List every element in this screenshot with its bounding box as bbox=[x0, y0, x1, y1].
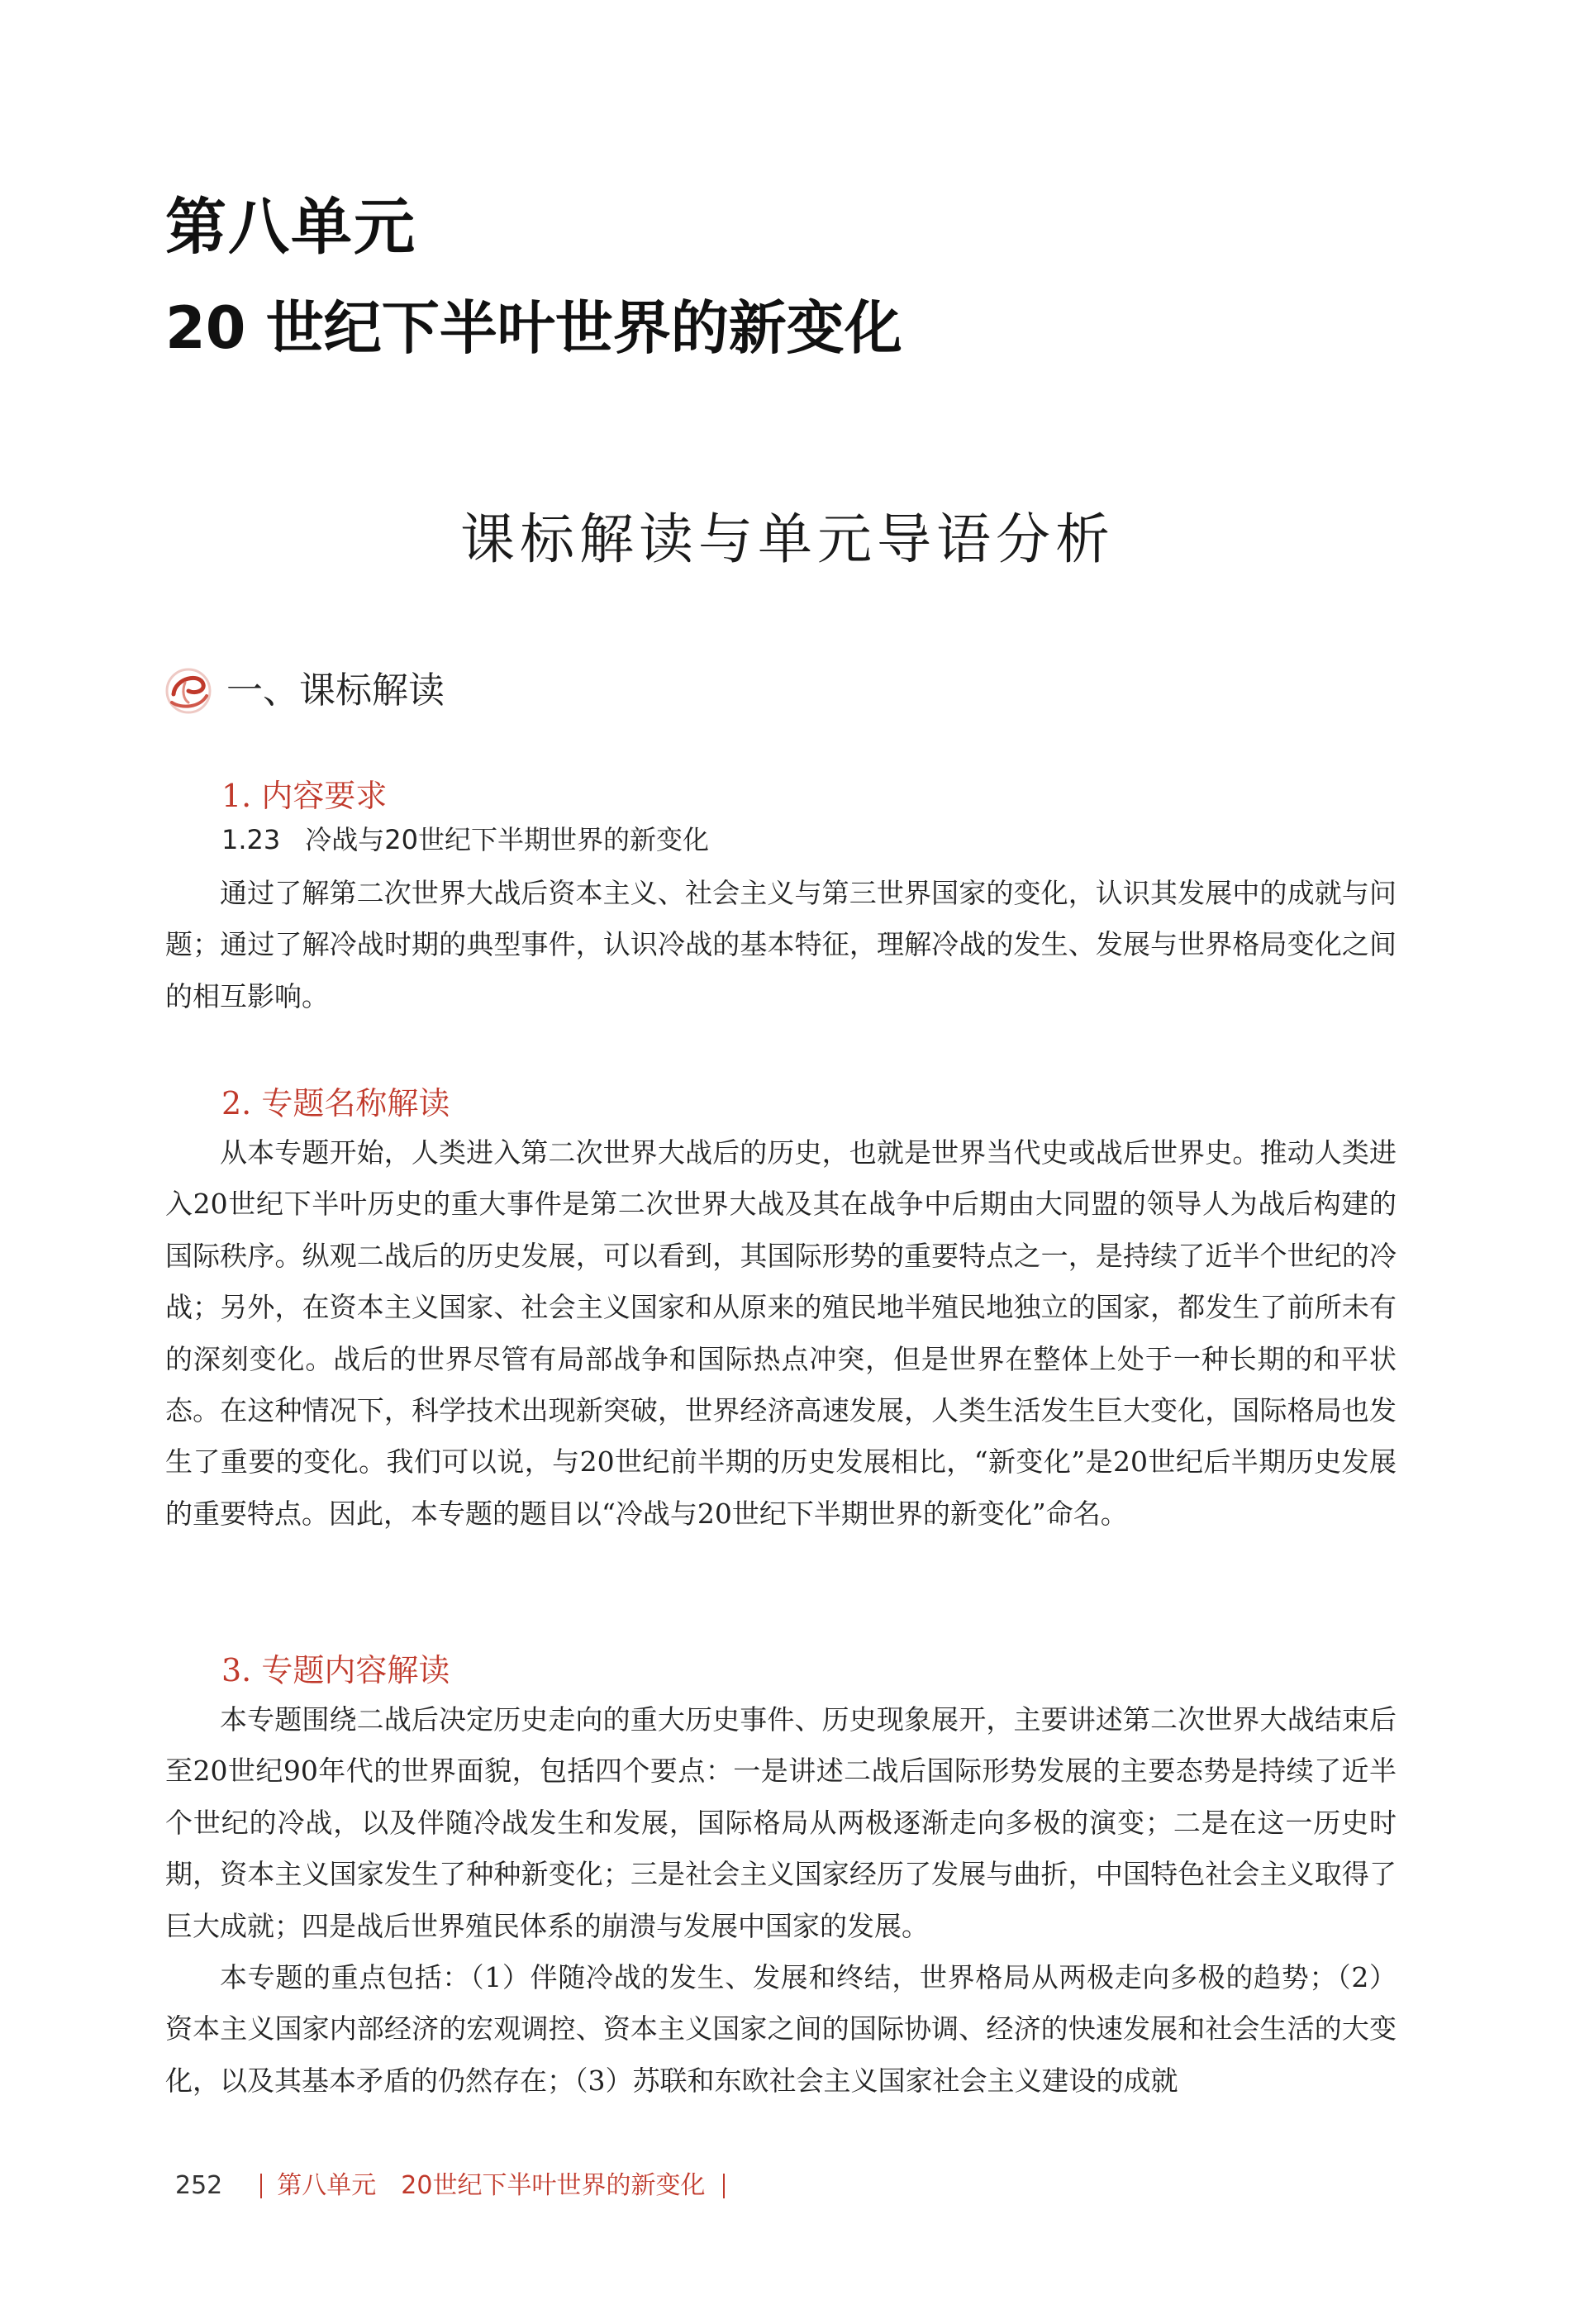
topic-content-paragraph-2: 本专题的重点包括：（1）伴随冷战的发生、发展和终结，世界格局从两极走向多极的趋势；（2）资本主义国家内部经济的宏观调控、资本主义国家之间的国际协调、经济的快速发展和社会生活的大变化，以及其基本矛盾的仍然存在；（3）苏联和东欧社会主义国家社会主义建设的成就 bbox=[165, 1961, 1397, 2097]
topic-name-heading: 2. 专题名称解读 bbox=[221, 1085, 450, 1122]
standard-item-topic: 冷战与20世纪下半期世界的新变化 bbox=[305, 824, 709, 855]
topic-content-heading: 3. 专题内容解读 bbox=[221, 1652, 450, 1688]
footer-divider bbox=[260, 2174, 262, 2198]
standard-item bbox=[221, 826, 709, 853]
content-requirements-heading: 1. 内容要求 bbox=[221, 778, 388, 814]
topic-content-paragraph-1: 本专题围绕二战后决定历史走向的重大历史事件、历史现象展开，主要讲述第二次世界大战结束后至20世纪90年代的世界面貌，包括四个要点：一是讲述二战后国际形势发展的主要态势是持续了近半个世纪的冷战，以及伴随冷战发生和发展，国际格局从两极逐渐走向多极的演变；二是在这一历史时期，资本主义国家发生了种种新变化；三是社会主义国家经历了发展与曲折，中国特色社会主义取得了巨大成就；四是战后世界殖民体系的崩溃与发展中国家的发展。 bbox=[165, 1703, 1397, 1942]
footer-unit-subtitle: 20世纪下半叶世界的新变化 bbox=[401, 2171, 706, 2200]
footer-divider-end bbox=[723, 2174, 725, 2198]
section-title: 课标解读与单元导语分析 bbox=[460, 507, 1115, 571]
content-requirements-paragraph: 通过了解第二次世界大战后资本主义、社会主义与第三世界国家的变化，认识其发展中的成就与问题；通过了解冷战时期的典型事件，认识冷战的基本特征，理解冷战的发生、发展与世界格局变化之间的相互影响。 bbox=[165, 877, 1397, 1012]
footer-unit-label bbox=[277, 2171, 706, 2200]
footer-unit-name: 第八单元 bbox=[277, 2171, 377, 2200]
standard-item-code: 1.23 bbox=[221, 824, 281, 855]
unit-subtitle: 20 世纪下半叶世界的新变化 bbox=[165, 294, 902, 362]
red-brush-swirl-icon bbox=[164, 666, 213, 716]
page-number: 252 bbox=[175, 2171, 223, 2200]
unit-title: 第八单元 bbox=[165, 192, 416, 263]
part-one-heading bbox=[164, 666, 445, 716]
page-footer bbox=[175, 2171, 725, 2200]
part-one-heading-text: 一、课标解读 bbox=[226, 669, 445, 712]
topic-name-paragraph: 从本专题开始，人类进入第二次世界大战后的历史，也就是世界当代史或战后世界史。推动人类进入20世纪下半叶历史的重大事件是第二次世界大战及其在战争中后期由大同盟的领导人为战后构建的国际秩序。纵观二战后的历史发展，可以看到，其国际形势的重要特点之一，是持续了近半个世纪的冷战；另外，在资本主义国家、社会主义国家和从原来的殖民地半殖民地独立的国家，都发生了前所未有的深刻变化。战后的世界尽管有局部战争和国际热点冲突，但是世界在整体上处于一种长期的和平状态。在这种情况下，科学技术出现新突破，世界经济高速发展，人类生活发生巨大变化，国际格局也发生了重要的变化。我们可以说，与20世纪前半期的历史发展相比，“新变化”是20世纪后半期历史发展的重要特点。因此，本专题的题目以“冷战与20世纪下半期世界的新变化”命名。 bbox=[165, 1136, 1397, 1530]
